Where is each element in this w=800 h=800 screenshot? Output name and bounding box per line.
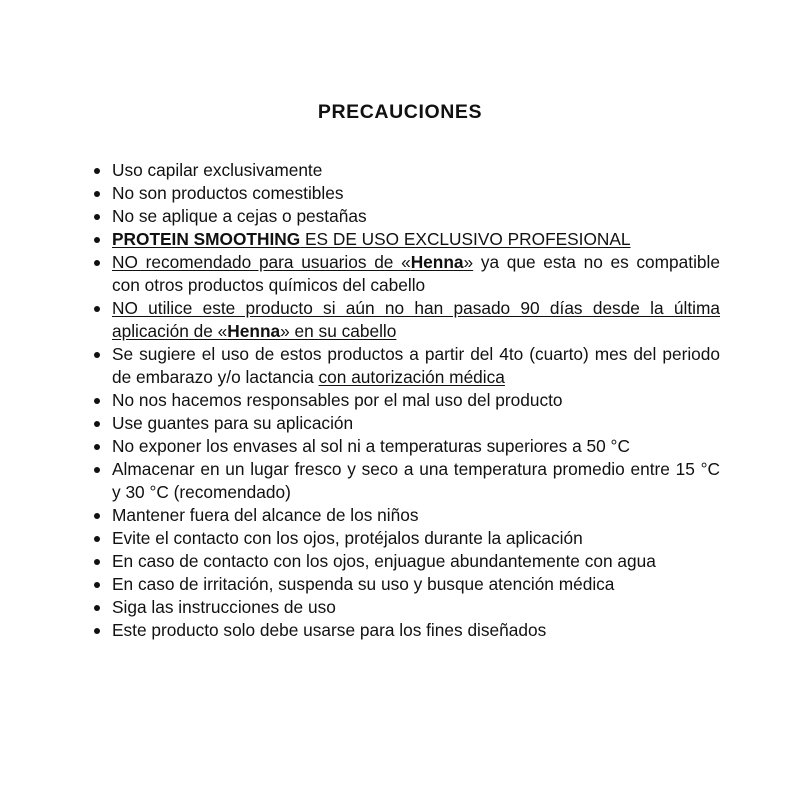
bullet-icon xyxy=(94,214,100,220)
bullet-icon xyxy=(94,260,100,266)
list-item xyxy=(0,435,720,458)
item-text-part: » en su cabello xyxy=(280,321,397,341)
item-text: No nos hacemos responsables por el mal uso del producto xyxy=(112,390,563,410)
product-name: PROTEIN SMOOTHING xyxy=(112,229,301,249)
list-item xyxy=(0,527,720,550)
bullet-icon xyxy=(94,191,100,197)
bullet-icon xyxy=(94,306,100,312)
list-item xyxy=(0,458,720,504)
list-item xyxy=(0,297,720,343)
henna-label: Henna xyxy=(227,321,281,341)
bullet-icon xyxy=(94,536,100,542)
list-item xyxy=(0,251,720,297)
item-text: Este producto solo debe usarse para los fines diseñados xyxy=(112,620,547,640)
bullet-icon xyxy=(94,168,100,174)
bullet-icon xyxy=(94,582,100,588)
item-text: No exponer los envases al sol ni a temperaturas superiores a 50 °C xyxy=(112,436,630,456)
item-underlined-text xyxy=(112,229,631,249)
bullet-icon xyxy=(94,352,100,358)
item-text: En caso de contacto con los ojos, enjuague abundantemente con agua xyxy=(112,551,656,571)
item-text-part: » xyxy=(463,252,474,272)
item-text: No se aplique a cejas o pestañas xyxy=(112,206,367,226)
bullet-icon xyxy=(94,628,100,634)
bullet-icon xyxy=(94,444,100,450)
item-underlined-text xyxy=(112,298,720,341)
list-item xyxy=(0,205,720,228)
list-item xyxy=(0,182,720,205)
item-text: Almacenar en un lugar fresco y seco a una temperatura promedio entre 15 °C y 30 °C (recomendado) xyxy=(112,459,720,502)
item-text: Mantener fuera del alcance de los niños xyxy=(112,505,419,525)
list-item xyxy=(0,412,720,435)
bullet-icon xyxy=(94,559,100,565)
item-text: ya que esta no es compatible con otros productos químicos del cabello xyxy=(112,252,720,295)
list-item xyxy=(0,228,720,251)
item-text: Se sugiere el uso de estos productos a partir del 4to (cuarto) mes del periodo de embarazo y/o lactancia xyxy=(112,344,720,387)
bullet-icon xyxy=(94,467,100,473)
item-underlined-text xyxy=(112,252,473,272)
list-item xyxy=(0,159,720,182)
item-underlined-text: con autorización médica xyxy=(318,367,505,387)
item-text: Uso capilar exclusivamente xyxy=(112,160,323,180)
item-text-part: NO utilice este producto si aún no han pasado 90 días desde la última aplicación de « xyxy=(112,298,720,341)
bullet-icon xyxy=(94,237,100,243)
item-text: Evite el contacto con los ojos, protéjalos durante la aplicación xyxy=(112,528,583,548)
page-title: PRECAUCIONES xyxy=(317,101,483,123)
list-item xyxy=(0,619,720,642)
list-item xyxy=(0,343,720,389)
bullet-icon xyxy=(94,398,100,404)
list-item xyxy=(0,389,720,412)
henna-label: Henna xyxy=(410,252,464,272)
list-item xyxy=(0,550,720,573)
item-text: En caso de irritación, suspenda su uso y busque atención médica xyxy=(112,574,615,594)
item-text: No son productos comestibles xyxy=(112,183,344,203)
bullet-icon xyxy=(94,513,100,519)
list-item xyxy=(0,596,720,619)
item-text: Use guantes para su aplicación xyxy=(112,413,354,433)
bullet-icon xyxy=(94,605,100,611)
item-text: ES DE USO EXCLUSIVO PROFESIONAL xyxy=(300,229,631,249)
bullet-icon xyxy=(94,421,100,427)
precautions-list xyxy=(0,159,800,642)
item-text-part: NO recomendado para usuarios de « xyxy=(112,252,411,272)
list-item xyxy=(0,504,720,527)
item-text: Siga las instrucciones de uso xyxy=(112,597,336,617)
list-item xyxy=(0,573,720,596)
